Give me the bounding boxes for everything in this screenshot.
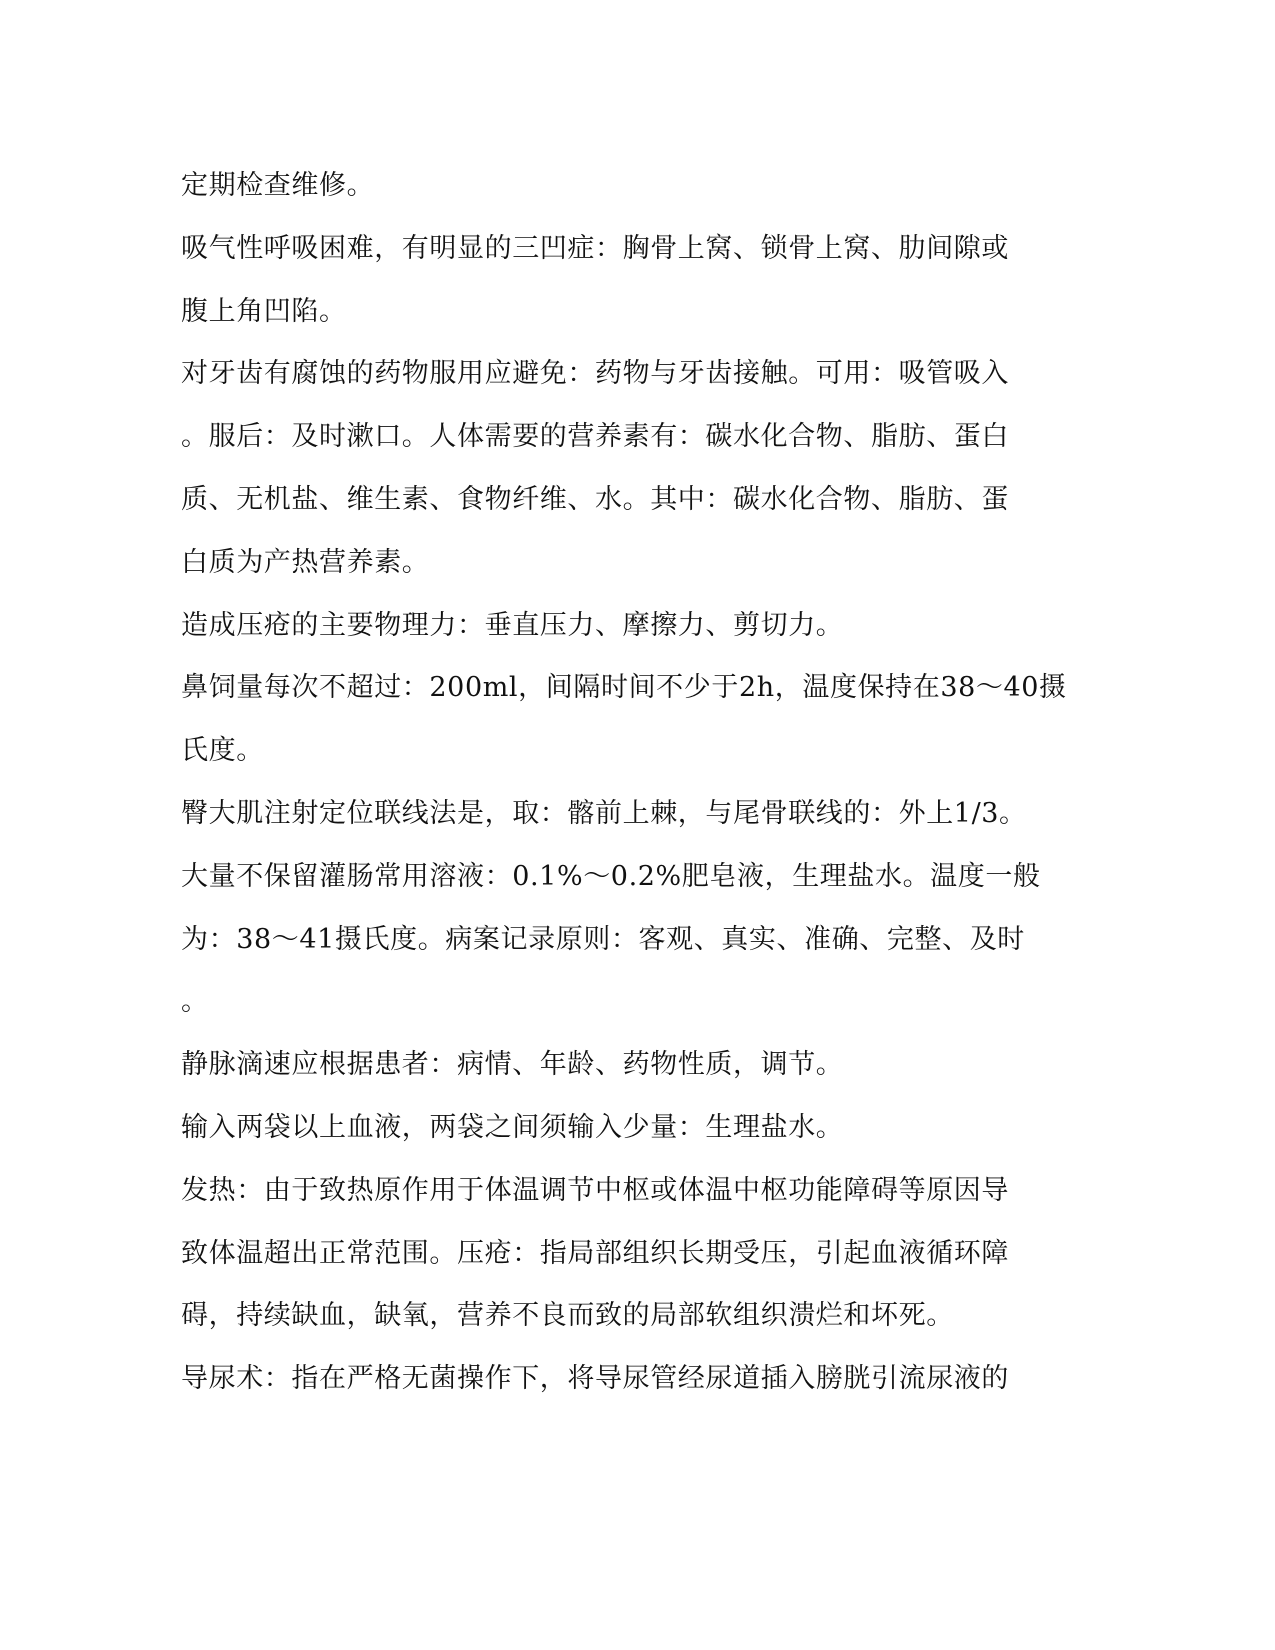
text-line: 质、无机盐、维生素、食物纤维、水。其中：碳水化合物、脂肪、蛋	[181, 483, 1009, 515]
text-line: 定期检查维修。	[181, 170, 375, 201]
text-line: 碍，持续缺血，缺氧，营养不良而致的局部软组织溃烂和坏死。	[181, 1300, 954, 1332]
text-line: 发热：由于致热原作用于体温调节中枢或体温中枢功能障碍等原因导	[181, 1174, 1009, 1206]
text-line: 。服后：及时漱口。人体需要的营养素有：碳水化合物、脂肪、蛋白	[181, 421, 1009, 453]
body-text	[181, 155, 1067, 1411]
text-line: 臀大肌注射定位联线法是，取：髂前上棘，与尾骨联线的：外上1/3。	[181, 797, 1027, 829]
text-line: 氏度。	[181, 735, 264, 767]
text-line: 鼻饲量每次不超过：200ml，间隔时间不少于2h，温度保持在38～40摄	[181, 672, 1067, 704]
text-line: 造成压疮的主要物理力：垂直压力、摩擦力、剪切力。	[181, 609, 844, 641]
text-line: 吸气性呼吸困难，有明显的三凹症：胸骨上窝、锁骨上窝、肋间隙或	[181, 232, 1009, 264]
text-line: 腹上角凹陷。	[181, 295, 347, 327]
text-line: 白质为产热营养素。	[181, 546, 430, 578]
text-line: 静脉滴速应根据患者：病情、年龄、药物性质，调节。	[181, 1049, 844, 1081]
text-line: 大量不保留灌肠常用溶液：0.1%～0.2%肥皂液，生理盐水。温度一般	[181, 860, 1041, 892]
text-line: 致体温超出正常范围。压疮：指局部组织长期受压，引起血液循环障	[181, 1237, 1009, 1269]
text-line: 为：38～41摄氏度。病案记录原则：客观、真实、准确、完整、及时	[181, 923, 1025, 955]
text-line: 。	[181, 986, 209, 1018]
text-line: 对牙齿有腐蚀的药物服用应避免：药物与牙齿接触。可用：吸管吸入	[181, 358, 1009, 390]
text-line: 导尿术：指在严格无菌操作下，将导尿管经尿道插入膀胱引流尿液的	[181, 1363, 1009, 1395]
text-line: 输入两袋以上血液，两袋之间须输入少量：生理盐水。	[181, 1111, 844, 1143]
